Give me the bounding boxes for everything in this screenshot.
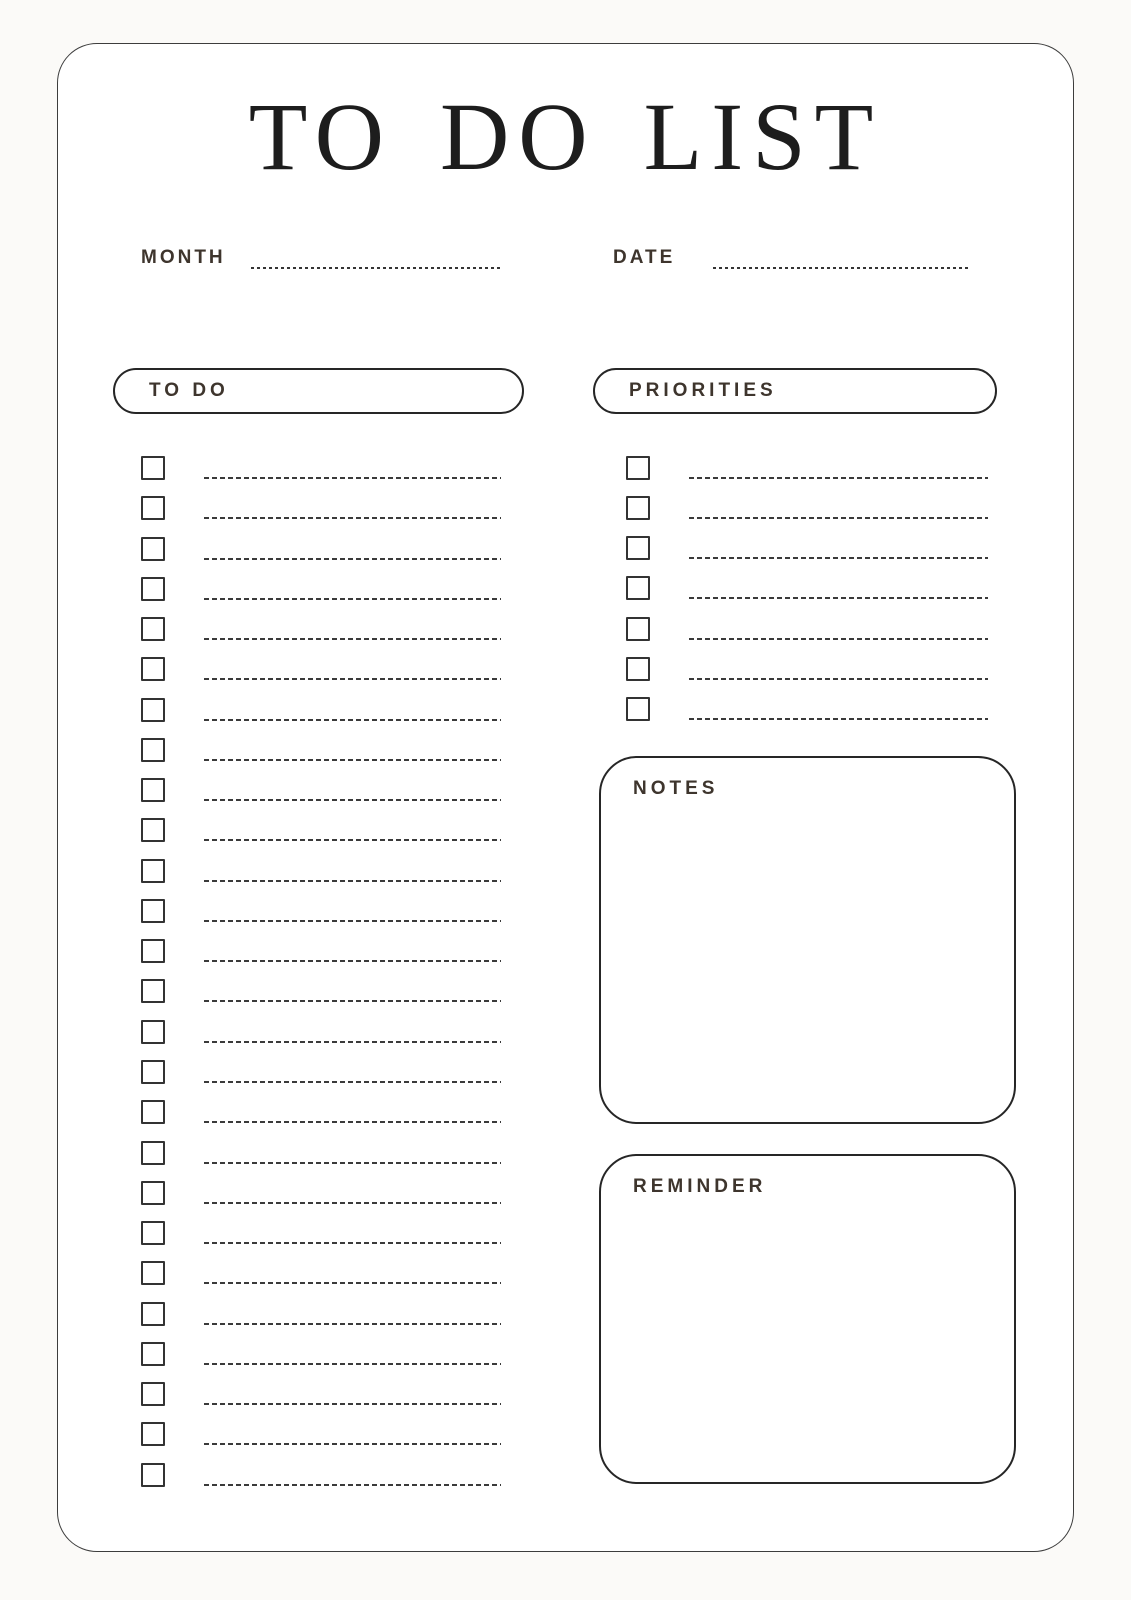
- write-in-line[interactable]: [204, 1484, 501, 1486]
- write-in-line[interactable]: [204, 960, 501, 962]
- write-in-line[interactable]: [204, 1000, 501, 1002]
- write-in-line[interactable]: [204, 638, 501, 640]
- checkbox[interactable]: [141, 657, 165, 681]
- write-in-line[interactable]: [689, 638, 988, 640]
- checklist-row: [141, 859, 501, 883]
- todo-section-header: [113, 368, 524, 414]
- checklist-row: [141, 1020, 501, 1044]
- write-in-line[interactable]: [204, 839, 501, 841]
- todo-section-label: TO DO: [149, 380, 229, 401]
- write-in-line[interactable]: [204, 1121, 501, 1123]
- checklist-row: [141, 698, 501, 722]
- checkbox[interactable]: [141, 1181, 165, 1205]
- checklist-row: [141, 1261, 501, 1285]
- date-write-in-line[interactable]: [713, 267, 969, 269]
- write-in-line[interactable]: [204, 1242, 501, 1244]
- reminder-content[interactable]: [633, 1198, 982, 1454]
- todo-checklist: [141, 456, 501, 1487]
- write-in-line[interactable]: [689, 718, 988, 720]
- checklist-row: [141, 456, 501, 480]
- write-in-line[interactable]: [204, 1081, 501, 1083]
- write-in-line[interactable]: [689, 477, 988, 479]
- notes-label: NOTES: [633, 778, 719, 799]
- write-in-line[interactable]: [689, 678, 988, 680]
- checkbox[interactable]: [141, 1342, 165, 1366]
- checkbox[interactable]: [141, 1141, 165, 1165]
- checklist-row: [626, 496, 988, 520]
- checkbox[interactable]: [141, 939, 165, 963]
- checkbox[interactable]: [141, 1422, 165, 1446]
- checklist-row: [141, 1422, 501, 1446]
- write-in-line[interactable]: [204, 759, 501, 761]
- write-in-line[interactable]: [204, 1041, 501, 1043]
- checklist-row: [141, 496, 501, 520]
- checkbox[interactable]: [141, 1060, 165, 1084]
- checklist-row: [141, 1342, 501, 1366]
- checkbox[interactable]: [626, 617, 650, 641]
- checkbox[interactable]: [141, 1020, 165, 1044]
- checklist-row: [141, 1060, 501, 1084]
- write-in-line[interactable]: [204, 1403, 501, 1405]
- checkbox[interactable]: [626, 536, 650, 560]
- write-in-line[interactable]: [204, 799, 501, 801]
- checklist-row: [141, 1463, 501, 1487]
- write-in-line[interactable]: [204, 719, 501, 721]
- checkbox[interactable]: [141, 979, 165, 1003]
- write-in-line[interactable]: [204, 1202, 501, 1204]
- priorities-section-header: [593, 368, 997, 414]
- checkbox[interactable]: [141, 778, 165, 802]
- checkbox[interactable]: [141, 1463, 165, 1487]
- checkbox[interactable]: [141, 617, 165, 641]
- checkbox[interactable]: [141, 1382, 165, 1406]
- write-in-line[interactable]: [204, 1443, 501, 1445]
- write-in-line[interactable]: [204, 517, 501, 519]
- checklist-row: [141, 657, 501, 681]
- write-in-line[interactable]: [204, 1363, 501, 1365]
- write-in-line[interactable]: [204, 1323, 501, 1325]
- checklist-row: [141, 577, 501, 601]
- checklist-row: [626, 456, 988, 480]
- checklist-row: [626, 697, 988, 721]
- date-label: DATE: [613, 247, 676, 268]
- checklist-row: [141, 899, 501, 923]
- write-in-line[interactable]: [204, 558, 501, 560]
- month-write-in-line[interactable]: [251, 267, 501, 269]
- checkbox[interactable]: [141, 1261, 165, 1285]
- notes-box: [599, 756, 1016, 1124]
- checklist-row: [141, 1221, 501, 1245]
- checkbox[interactable]: [141, 577, 165, 601]
- reminder-label: REMINDER: [633, 1176, 767, 1197]
- checkbox[interactable]: [141, 1302, 165, 1326]
- write-in-line[interactable]: [204, 880, 501, 882]
- checkbox[interactable]: [141, 698, 165, 722]
- checklist-row: [141, 738, 501, 762]
- checkbox[interactable]: [141, 859, 165, 883]
- checklist-row: [141, 818, 501, 842]
- checkbox[interactable]: [141, 1100, 165, 1124]
- write-in-line[interactable]: [689, 557, 988, 559]
- checkbox[interactable]: [141, 1221, 165, 1245]
- checklist-row: [141, 939, 501, 963]
- write-in-line[interactable]: [204, 1282, 501, 1284]
- checklist-row: [141, 979, 501, 1003]
- checkbox[interactable]: [141, 496, 165, 520]
- checkbox[interactable]: [141, 738, 165, 762]
- write-in-line[interactable]: [204, 1162, 501, 1164]
- priorities-section-label: PRIORITIES: [629, 380, 777, 401]
- checklist-row: [141, 1141, 501, 1165]
- checkbox[interactable]: [141, 818, 165, 842]
- write-in-line[interactable]: [204, 678, 501, 680]
- write-in-line[interactable]: [204, 598, 501, 600]
- checkbox[interactable]: [626, 576, 650, 600]
- checklist-row: [141, 778, 501, 802]
- write-in-line[interactable]: [689, 597, 988, 599]
- checkbox[interactable]: [141, 899, 165, 923]
- reminder-box: [599, 1154, 1016, 1484]
- page-title: TO DO LIST: [248, 83, 883, 190]
- checklist-row: [141, 1181, 501, 1205]
- checkbox[interactable]: [626, 697, 650, 721]
- checklist-row: [626, 657, 988, 681]
- checklist-row: [626, 576, 988, 600]
- planner-card: [57, 43, 1074, 1552]
- priorities-checklist: [626, 456, 988, 721]
- checkbox[interactable]: [626, 657, 650, 681]
- checklist-row: [141, 1100, 501, 1124]
- notes-content[interactable]: [633, 800, 982, 1094]
- write-in-line[interactable]: [689, 517, 988, 519]
- write-in-line[interactable]: [204, 920, 501, 922]
- checklist-row: [141, 617, 501, 641]
- checkbox[interactable]: [626, 456, 650, 480]
- checklist-row: [141, 537, 501, 561]
- checkbox[interactable]: [626, 496, 650, 520]
- write-in-line[interactable]: [204, 477, 501, 479]
- month-label: MONTH: [141, 247, 226, 268]
- checklist-row: [141, 1302, 501, 1326]
- checklist-row: [626, 617, 988, 641]
- checklist-row: [626, 536, 988, 560]
- checklist-row: [141, 1382, 501, 1406]
- checkbox[interactable]: [141, 456, 165, 480]
- checkbox[interactable]: [141, 537, 165, 561]
